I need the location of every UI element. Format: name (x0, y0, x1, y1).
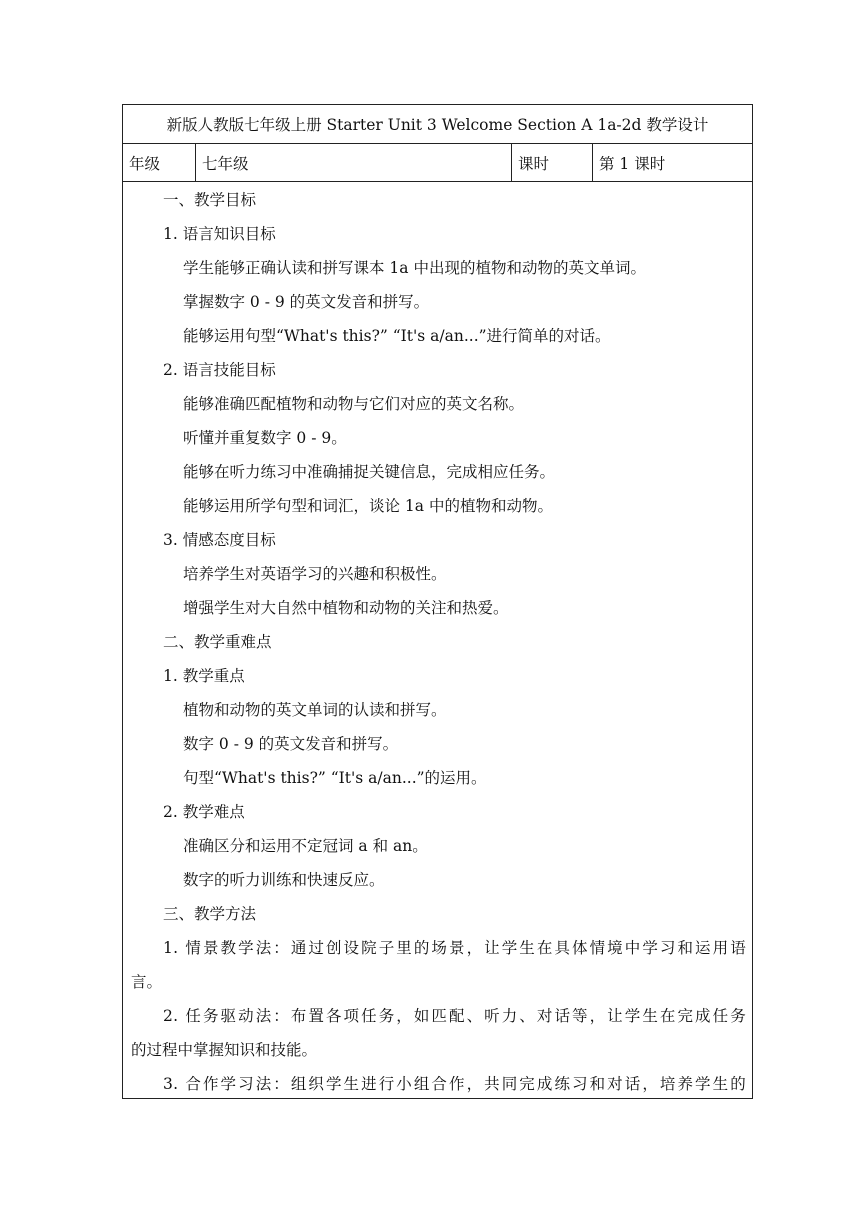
lesson-plan-table (122, 104, 753, 1099)
method-paragraph-line: 2. 任务驱动法：布置各项任务，如匹配、听力、对话等，让学生在完成任务 (163, 1007, 746, 1025)
list-item: 植物和动物的英文单词的认读和拼写。 (183, 701, 447, 719)
list-item: 掌握数字 0 - 9 的英文发音和拼写。 (183, 293, 430, 311)
list-item: 学生能够正确认读和拼写课本 1a 中出现的植物和动物的英文单词。 (183, 259, 646, 277)
section-heading: 三、教学方法 (163, 905, 257, 923)
period-value: 第 1 课时 (599, 154, 666, 173)
list-item: 增强学生对大自然中植物和动物的关注和热爱。 (183, 599, 509, 617)
list-item: 能够运用句型“What's this?” “It's a/an...”进行简单的对话。 (183, 327, 611, 345)
subsection-heading: 1. 教学重点 (163, 667, 245, 685)
list-item: 能够准确匹配植物和动物与它们对应的英文名称。 (183, 395, 525, 413)
grade-label: 年级 (123, 144, 196, 181)
method-paragraph-line: 的过程中掌握知识和技能。 (131, 1041, 318, 1059)
method-paragraph-line: 言。 (131, 973, 163, 991)
grade-value: 七年级 (196, 144, 512, 181)
period-label: 课时 (512, 144, 593, 181)
method-paragraph-line: 3. 合作学习法：组织学生进行小组合作，共同完成练习和对话，培养学生的 (163, 1075, 746, 1093)
list-item: 培养学生对英语学习的兴趣和积极性。 (183, 565, 447, 583)
list-item: 数字 0 - 9 的英文发音和拼写。 (183, 735, 399, 753)
method-paragraph-line: 1. 情景教学法：通过创设院子里的场景，让学生在具体情境中学习和运用语 (163, 939, 746, 957)
section-heading: 一、教学目标 (163, 191, 257, 209)
meta-row (123, 144, 752, 182)
document-title: 新版人教版七年级上册 Starter Unit 3 Welcome Section A 1a-2d 教学设计 (123, 105, 752, 144)
subsection-heading: 2. 教学难点 (163, 803, 245, 821)
section-heading: 二、教学重难点 (163, 633, 272, 651)
list-item: 句型“What's this?” “It's a/an...”的运用。 (183, 769, 487, 787)
list-item: 能够运用所学句型和词汇，谈论 1a 中的植物和动物。 (183, 497, 553, 515)
lesson-content (123, 182, 752, 1098)
subsection-heading: 3. 情感态度目标 (163, 531, 276, 549)
list-item: 数字的听力训练和快速反应。 (183, 871, 385, 889)
list-item: 能够在听力练习中准确捕捉关键信息，完成相应任务。 (183, 463, 556, 481)
list-item: 准确区分和运用不定冠词 a 和 an。 (183, 837, 428, 855)
subsection-heading: 1. 语言知识目标 (163, 225, 276, 243)
list-item: 听懂并重复数字 0 - 9。 (183, 429, 347, 447)
subsection-heading: 2. 语言技能目标 (163, 361, 276, 379)
